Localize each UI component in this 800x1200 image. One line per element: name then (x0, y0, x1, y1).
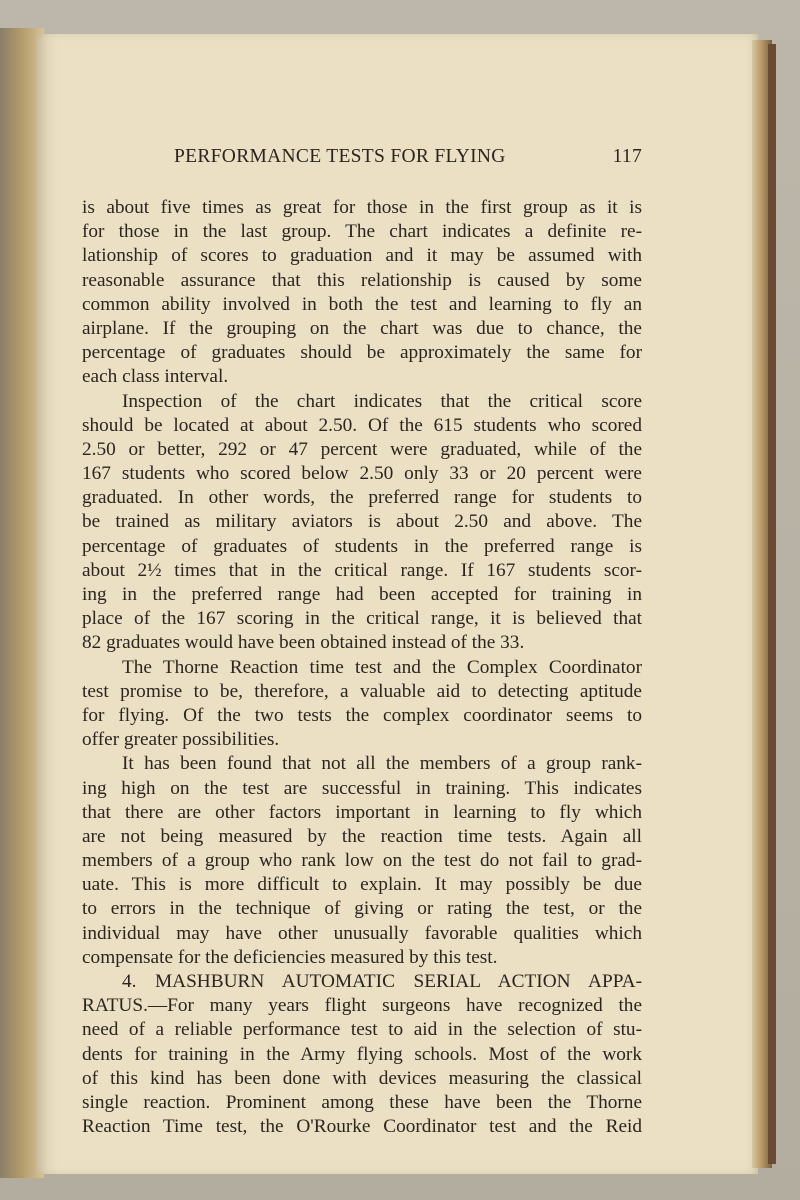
text-line: ing high on the test are successful in training. This indicates (82, 777, 642, 799)
text-line: offer greater possibilities. (82, 729, 280, 751)
body-text (82, 196, 642, 1139)
text-line: It has been found that not all the members of a group rank- (122, 753, 642, 775)
text-line: 167 students who scored below 2.50 only 33 or 20 percent were (82, 463, 642, 485)
book-cover-edge (768, 44, 776, 1164)
text-line: be trained as military aviators is about 2.50 and above. The (82, 511, 642, 533)
text-line: about 2½ times that in the critical range. If 167 students scor- (82, 559, 642, 581)
running-head-title: PERFORMANCE TESTS FOR FLYING (174, 146, 506, 167)
text-line: each class interval. (82, 366, 229, 388)
text-line: common ability involved in both the test and learning to fly an (82, 293, 642, 315)
text-line: should be located at about 2.50. Of the 615 students who scored (82, 414, 642, 436)
text-line: for flying. Of the two tests the complex coordinator seems to (82, 704, 642, 726)
text-line: percentage of graduates of students in the preferred range is (82, 535, 642, 557)
text-line: members of a group who rank low on the test do not fail to grad- (82, 850, 642, 872)
text-line: are not being measured by the reaction time tests. Again all (82, 825, 642, 847)
text-line: to errors in the technique of giving or rating the test, or the (82, 898, 642, 920)
text-line: Reaction Time test, the O'Rourke Coordinator test and the Reid (82, 1116, 642, 1138)
text-line: lationship of scores to graduation and it may be assumed with (82, 245, 642, 267)
text-line: individual may have other unusually favorable qualities which (82, 922, 642, 944)
text-line: Inspection of the chart indicates that the critical score (122, 390, 642, 412)
text-line: compensate for the deficiencies measured by this test. (82, 946, 498, 968)
text-line: 82 graduates would have been obtained instead of the 33. (82, 632, 525, 654)
text-line: airplane. If the grouping on the chart was due to chance, the (82, 317, 642, 339)
section-heading-line: 4. MASHBURN AUTOMATIC SERIAL ACTION APPA- (122, 971, 642, 992)
text-line: uate. This is more difficult to explain. It may possibly be due (82, 874, 642, 896)
text-line: single reaction. Prominent among these have been the Thorne (82, 1091, 642, 1113)
text-line: dents for training in the Army flying schools. Most of the work (82, 1043, 642, 1065)
text-line: that there are other factors important in learning to fly which (82, 801, 642, 823)
text-line: of this kind has been done with devices measuring the classical (82, 1067, 642, 1089)
text-line: place of the 167 scoring in the critical range, it is believed that (82, 608, 642, 630)
text-line: ing in the preferred range had been accepted for training in (82, 584, 642, 605)
text-line: percentage of graduates should be approximately the same for (82, 342, 642, 364)
text-line: need of a reliable performance test to aid in the selection of stu- (82, 1019, 642, 1041)
page-number: 117 (612, 146, 642, 167)
text-line: test promise to be, therefore, a valuable aid to detecting aptitude (82, 680, 642, 702)
running-head (82, 146, 642, 176)
text-line: reasonable assurance that this relationship is caused by some (82, 269, 642, 291)
text-line: RATUS.—For many years flight surgeons have recognized the (82, 995, 642, 1017)
text-line: The Thorne Reaction time test and the Complex Coordinator (122, 656, 642, 678)
text-line: 2.50 or better, 292 or 47 percent were graduated, while of the (82, 438, 642, 460)
text-line: is about five times as great for those in the first group as it is (82, 197, 642, 218)
text-line: for those in the last group. The chart indicates a definite re- (82, 221, 642, 243)
text-line: graduated. In other words, the preferred range for students to (82, 487, 642, 509)
